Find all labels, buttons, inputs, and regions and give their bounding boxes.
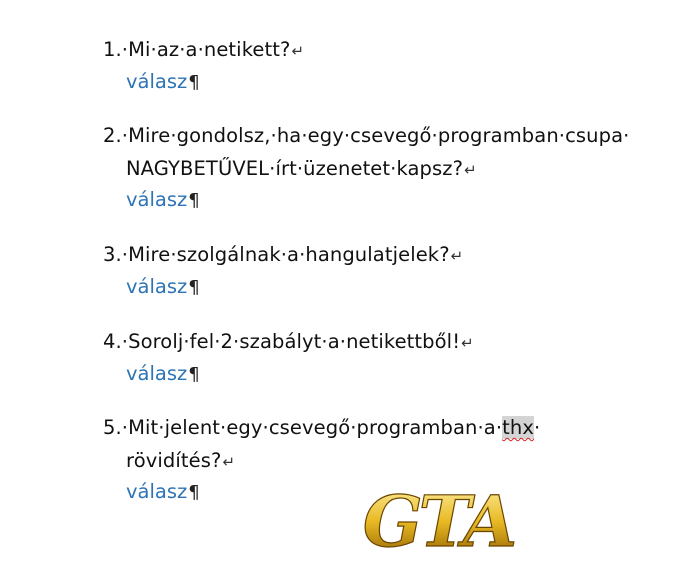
question-5-text-1: 5.·Mit·jelent·egy·csevegő·programban·a·	[103, 416, 503, 439]
answer-1-text: válasz	[126, 70, 188, 93]
paragraph-mark: ¶	[188, 190, 200, 211]
question-1-text: 1.·Mi·az·a·netikett?	[103, 38, 291, 61]
answer-2-text: válasz	[126, 188, 188, 211]
gta-logo	[362, 474, 514, 563]
question-5-line-1	[103, 416, 540, 440]
answer-5[interactable]	[126, 480, 200, 505]
paragraph-mark: ¶	[188, 72, 200, 93]
paragraph-mark: ¶	[188, 482, 200, 503]
question-2-text-1: 2.·Mire·gondolsz,·ha·egy·csevegő·programban·csupa·	[103, 124, 630, 147]
misspelled-word-highlight[interactable]: thx	[502, 416, 534, 439]
question-3-line-1	[103, 243, 463, 268]
question-4-line-1	[103, 330, 474, 355]
question-4-text: 4.·Sorolj·fel·2·szabályt·a·netikettből!	[103, 330, 461, 353]
line-break-mark: ↵	[222, 453, 236, 471]
paragraph-mark: ¶	[188, 277, 200, 298]
line-break-mark: ↵	[450, 247, 464, 265]
line-break-mark: ↵	[291, 42, 305, 60]
gta-logo-text: GTA	[362, 480, 514, 563]
answer-1[interactable]	[126, 70, 200, 95]
question-1-line-1	[103, 38, 304, 63]
line-break-mark: ↵	[461, 334, 474, 352]
question-5-text-2: rövidítés?	[126, 449, 222, 472]
answer-4-text: válasz	[126, 362, 188, 385]
answer-2[interactable]	[126, 188, 200, 213]
question-2-line-2	[126, 157, 477, 182]
answer-4[interactable]	[126, 362, 200, 387]
line-break-mark: ↵	[464, 161, 477, 179]
question-2-line-1	[103, 124, 629, 148]
answer-3-text: válasz	[126, 275, 188, 298]
answer-3[interactable]	[126, 275, 200, 300]
answer-5-text: válasz	[126, 480, 188, 503]
question-2-text-2: NAGYBETŰVEL·írt·üzenetet·kapsz?	[126, 157, 464, 180]
question-5-text-1b: ·	[534, 416, 541, 439]
question-3-text: 3.·Mire·szolgálnak·a·hangulatjelek?	[103, 243, 450, 266]
question-5-line-2	[126, 449, 235, 474]
paragraph-mark: ¶	[188, 364, 200, 385]
